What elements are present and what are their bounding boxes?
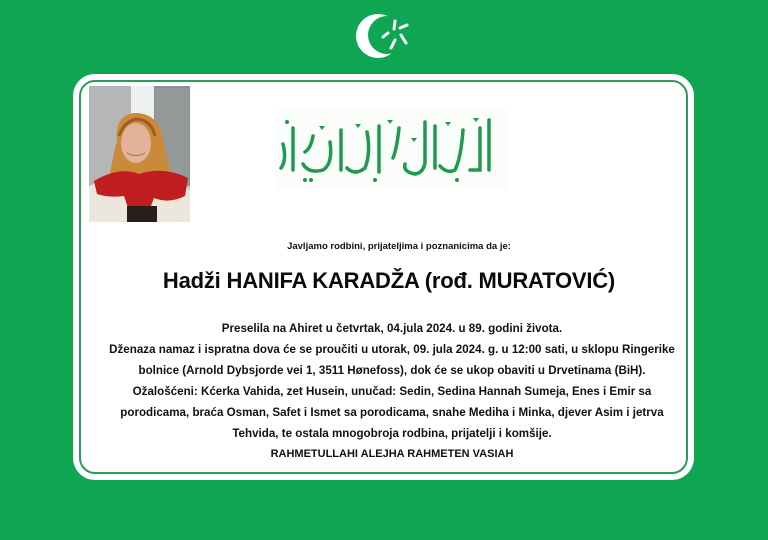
mourners-line-3: Tehvida, te ostala mnogobroja rodbina, prijatelji i komšije. <box>232 427 552 440</box>
arabic-calligraphy <box>275 108 507 190</box>
intro-text: Javljamo rodbini, prijateljima i poznanicima da je: <box>287 241 511 252</box>
mourners-line-1: Ožalošćeni: Kćerka Vahida, zet Husein, unučad: Sedin, Sedina Hannah Sumeja, Enes i Emir sa <box>132 385 652 398</box>
closing-prayer: RAHMETULLAHI ALEJHA RAHMETEN VASIAH <box>270 448 514 460</box>
funeral-prayer-line: Dženaza namaz i ispratna dova će se proučiti u utorak, 09. jula 2024. g. u 12:00 sati, u sklopu Ringerike <box>109 343 675 356</box>
portrait-photo <box>89 86 190 222</box>
obituary-body <box>92 318 692 465</box>
death-date-line: Preselila na Ahiret u četvrtak, 04.jula 2024. u 89. godini života. <box>221 322 563 335</box>
mourners-line-2: porodicama, braća Osman, Safet i Ismet sa porodicama, snahe Mediha i Minka, djever Asim i jetrva <box>120 406 664 419</box>
burial-location-line: bolnice (Arnold Dybsjorde vei 1, 3511 Hønefoss), dok će se ukop obaviti u Drvetinama (BiH). <box>138 364 646 377</box>
crescent-and-star-icon <box>352 8 416 68</box>
deceased-name: Hadži HANIFA KARADŽA (rođ. MURATOVIĆ) <box>162 268 616 293</box>
